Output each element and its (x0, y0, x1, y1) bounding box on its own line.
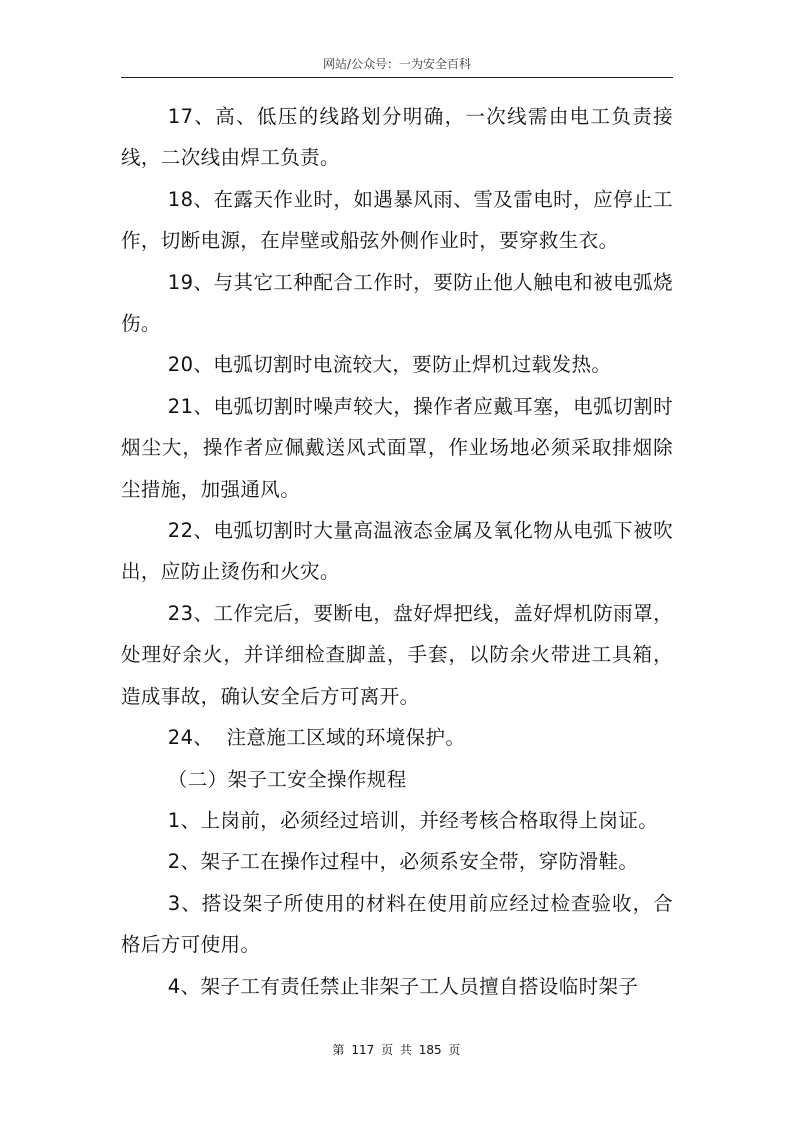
paragraph-scaffold-1: 1、上岗前，必须经过培训，并经考核合格取得上岗证。 (167, 808, 659, 832)
paragraph-scaffold-3: 3、搭设架子所使用的材料在使用前应经过检查验收，合格后方可使用。 (121, 891, 673, 957)
paragraph-23: 23、工作完后，要断电，盘好焊把线，盖好焊机防雨罩，处理好余火，并详细检查脚盖，手套，以防余火带进工具箱，造成事故，确认安全后方可离开。 (121, 601, 673, 708)
page-footer (0, 1042, 793, 1058)
paragraph-24: 24、 注意施工区域的环境保护。 (167, 726, 466, 750)
paragraph-17: 17、高、低压的线路划分明确，一次线需由电工负责接线，二次线由焊工负责。 (121, 105, 673, 170)
paragraph-22: 22、电弧切割时大量高温液态金属及氧化物从电弧下被吹出，应防止烫伤和火灾。 (121, 519, 673, 584)
document-body (121, 96, 673, 1007)
paragraph-scaffold-2: 2、架子工在操作过程中，必须系安全带，穿防滑鞋。 (167, 850, 639, 874)
paragraph-18: 18、在露天作业时，如遇暴风雨、雪及雷电时，应停止工作，切断电源，在岸壁或船弦外侧作业时，要穿救生衣。 (121, 187, 673, 253)
paragraph-19: 19、与其它工种配合工作时，要防止他人触电和被电弧烧伤。 (121, 270, 673, 336)
page-number: 第 117 页 共 185 页 (332, 1043, 461, 1057)
page-header (121, 56, 673, 78)
section-heading-scaffolder: （二）架子工安全操作规程 (167, 767, 407, 791)
header-text: 网站/公众号：一为安全百科 (322, 57, 472, 71)
paragraph-20: 20、电弧切割时电流较大，要防止焊机过载发热。 (167, 353, 612, 377)
paragraph-21: 21、电弧切割时噪声较大，操作者应戴耳塞，电弧切割时烟尘大，操作者应佩戴送风式面罩，作业场地必须采取排烟除尘措施，加强通风。 (121, 394, 673, 501)
paragraph-scaffold-4: 4、架子工有责任禁止非架子工人员擅自搭设临时架子 (167, 974, 639, 998)
